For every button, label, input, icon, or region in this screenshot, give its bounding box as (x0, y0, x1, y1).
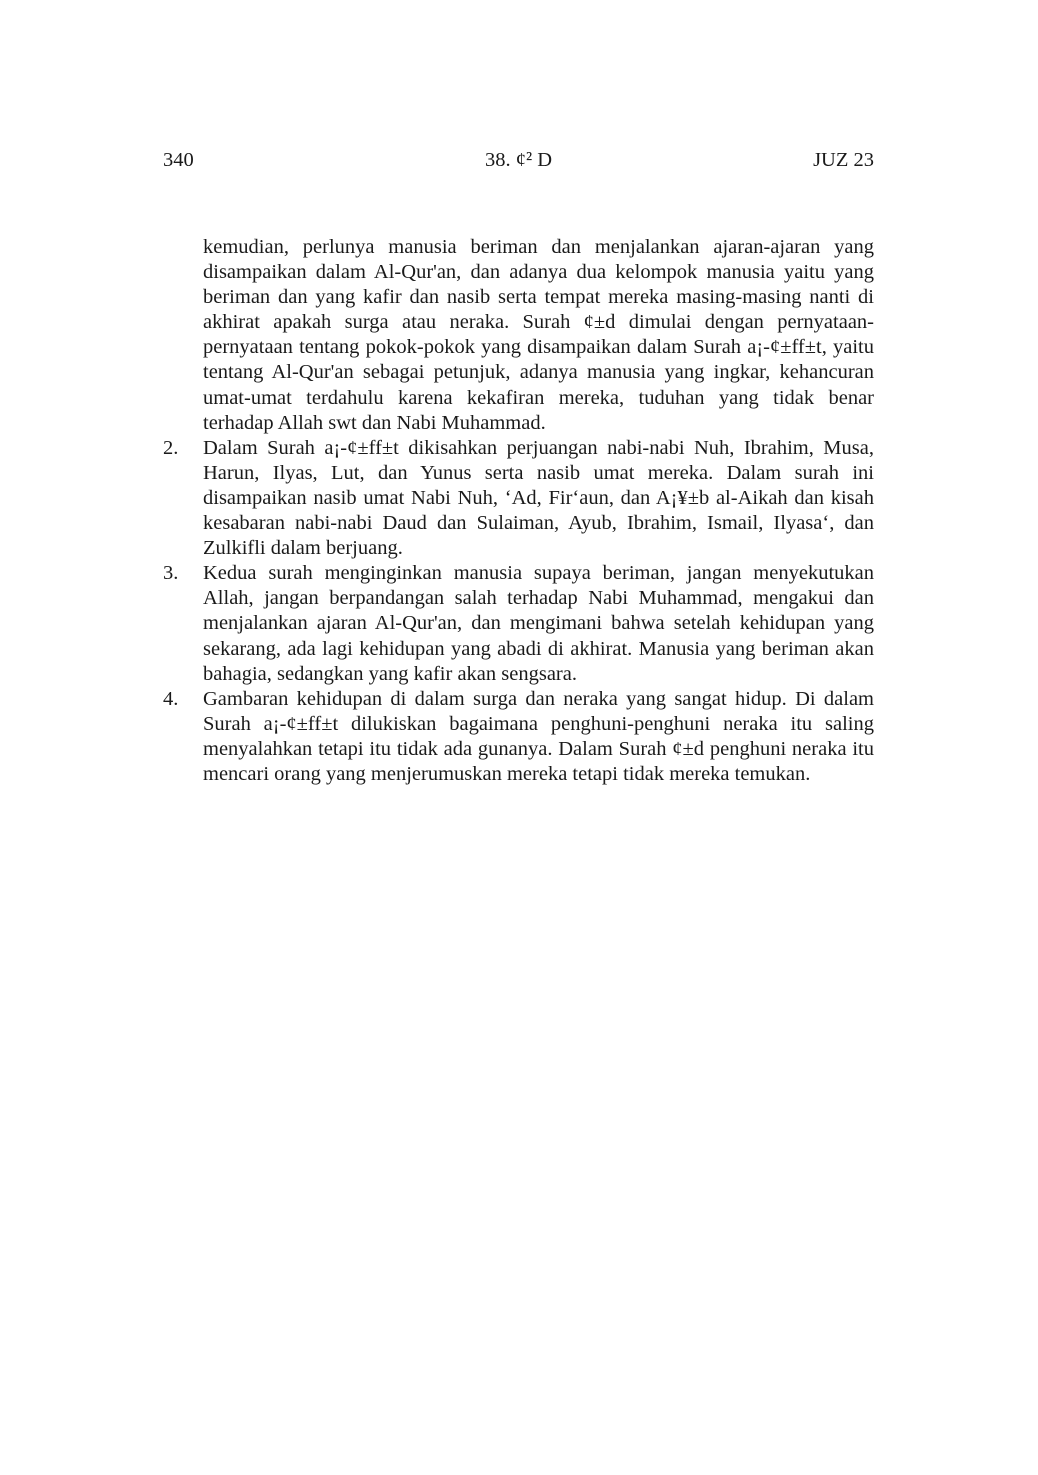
paragraph-text: Dalam Surah a¡-¢±ff±t dikisahkan perjuangan nabi-nabi Nuh, Ibrahim, Musa, Harun, Ilyas, Lut, dan Yunus serta nasib umat mereka. Dalam surah ini disampaikan nasib umat Nabi Nuh, ‘Ad, Fir‘aun, dan A¡¥±b al-Aikah dan kisah kesabaran nabi-nabi Daud dan Sulaiman, Ayub, Ibrahim, Ismail, Ilyasa‘, dan Zulkifli dalam berjuang. (203, 436, 874, 560)
list-item (163, 436, 874, 561)
list-number: 2. (163, 436, 179, 459)
page-number: 340 (163, 149, 194, 171)
body-text (163, 235, 874, 787)
paragraph-continued (163, 235, 874, 436)
list-item (163, 561, 874, 686)
list-item (163, 687, 874, 787)
surah-title: 38. ¢² D (484, 149, 553, 171)
list-number: 4. (163, 687, 179, 710)
paragraph-text: Gambaran kehidupan di dalam surga dan neraka yang sangat hidup. Di dalam Surah a¡-¢±ff±t dilukiskan bagaimana penghuni-penghuni neraka itu saling menyalahkan tetapi itu tidak ada gunanya. Dalam Surah ¢±d penghuni neraka itu mencari orang yang menjerumuskan mereka tetapi tidak mereka temukan. (203, 687, 874, 785)
paragraph-text: Kedua surah menginginkan manusia supaya beriman, jangan menyekutukan Allah, jangan berpandangan salah terhadap Nabi Muhammad, mengakui dan menjalankan ajaran Al-Qur'an, dan mengimani bahwa setelah kehidupan yang sekarang, ada lagi kehidupan yang abadi di akhirat. Manusia yang beriman akan bahagia, sedangkan yang kafir akan sengsara. (203, 562, 874, 685)
juz-label: JUZ 23 (813, 149, 874, 171)
paragraph-text: kemudian, perlunya manusia beriman dan menjalankan ajaran-ajaran yang disampaikan dalam Al-Qur'an, dan adanya dua kelompok manusia yaitu yang beriman dan yang kafir dan nasib serta tempat mereka masing-masing nanti di akhirat apakah surga atau neraka. Surah ¢±d dimulai dengan pernyataan-pernyataan tentang pokok-pokok yang disampaikan dalam Surah a¡-¢±ff±t, yaitu tentang Al-Qur'an sebagai petunjuk, adanya manusia yang ingkar, kehancuran umat-umat terdahulu karena kekafiran mereka, tuduhan yang tidak benar terhadap Allah swt dan Nabi Muhammad. (203, 236, 874, 434)
running-header (163, 146, 874, 174)
list-number: 3. (163, 562, 179, 585)
